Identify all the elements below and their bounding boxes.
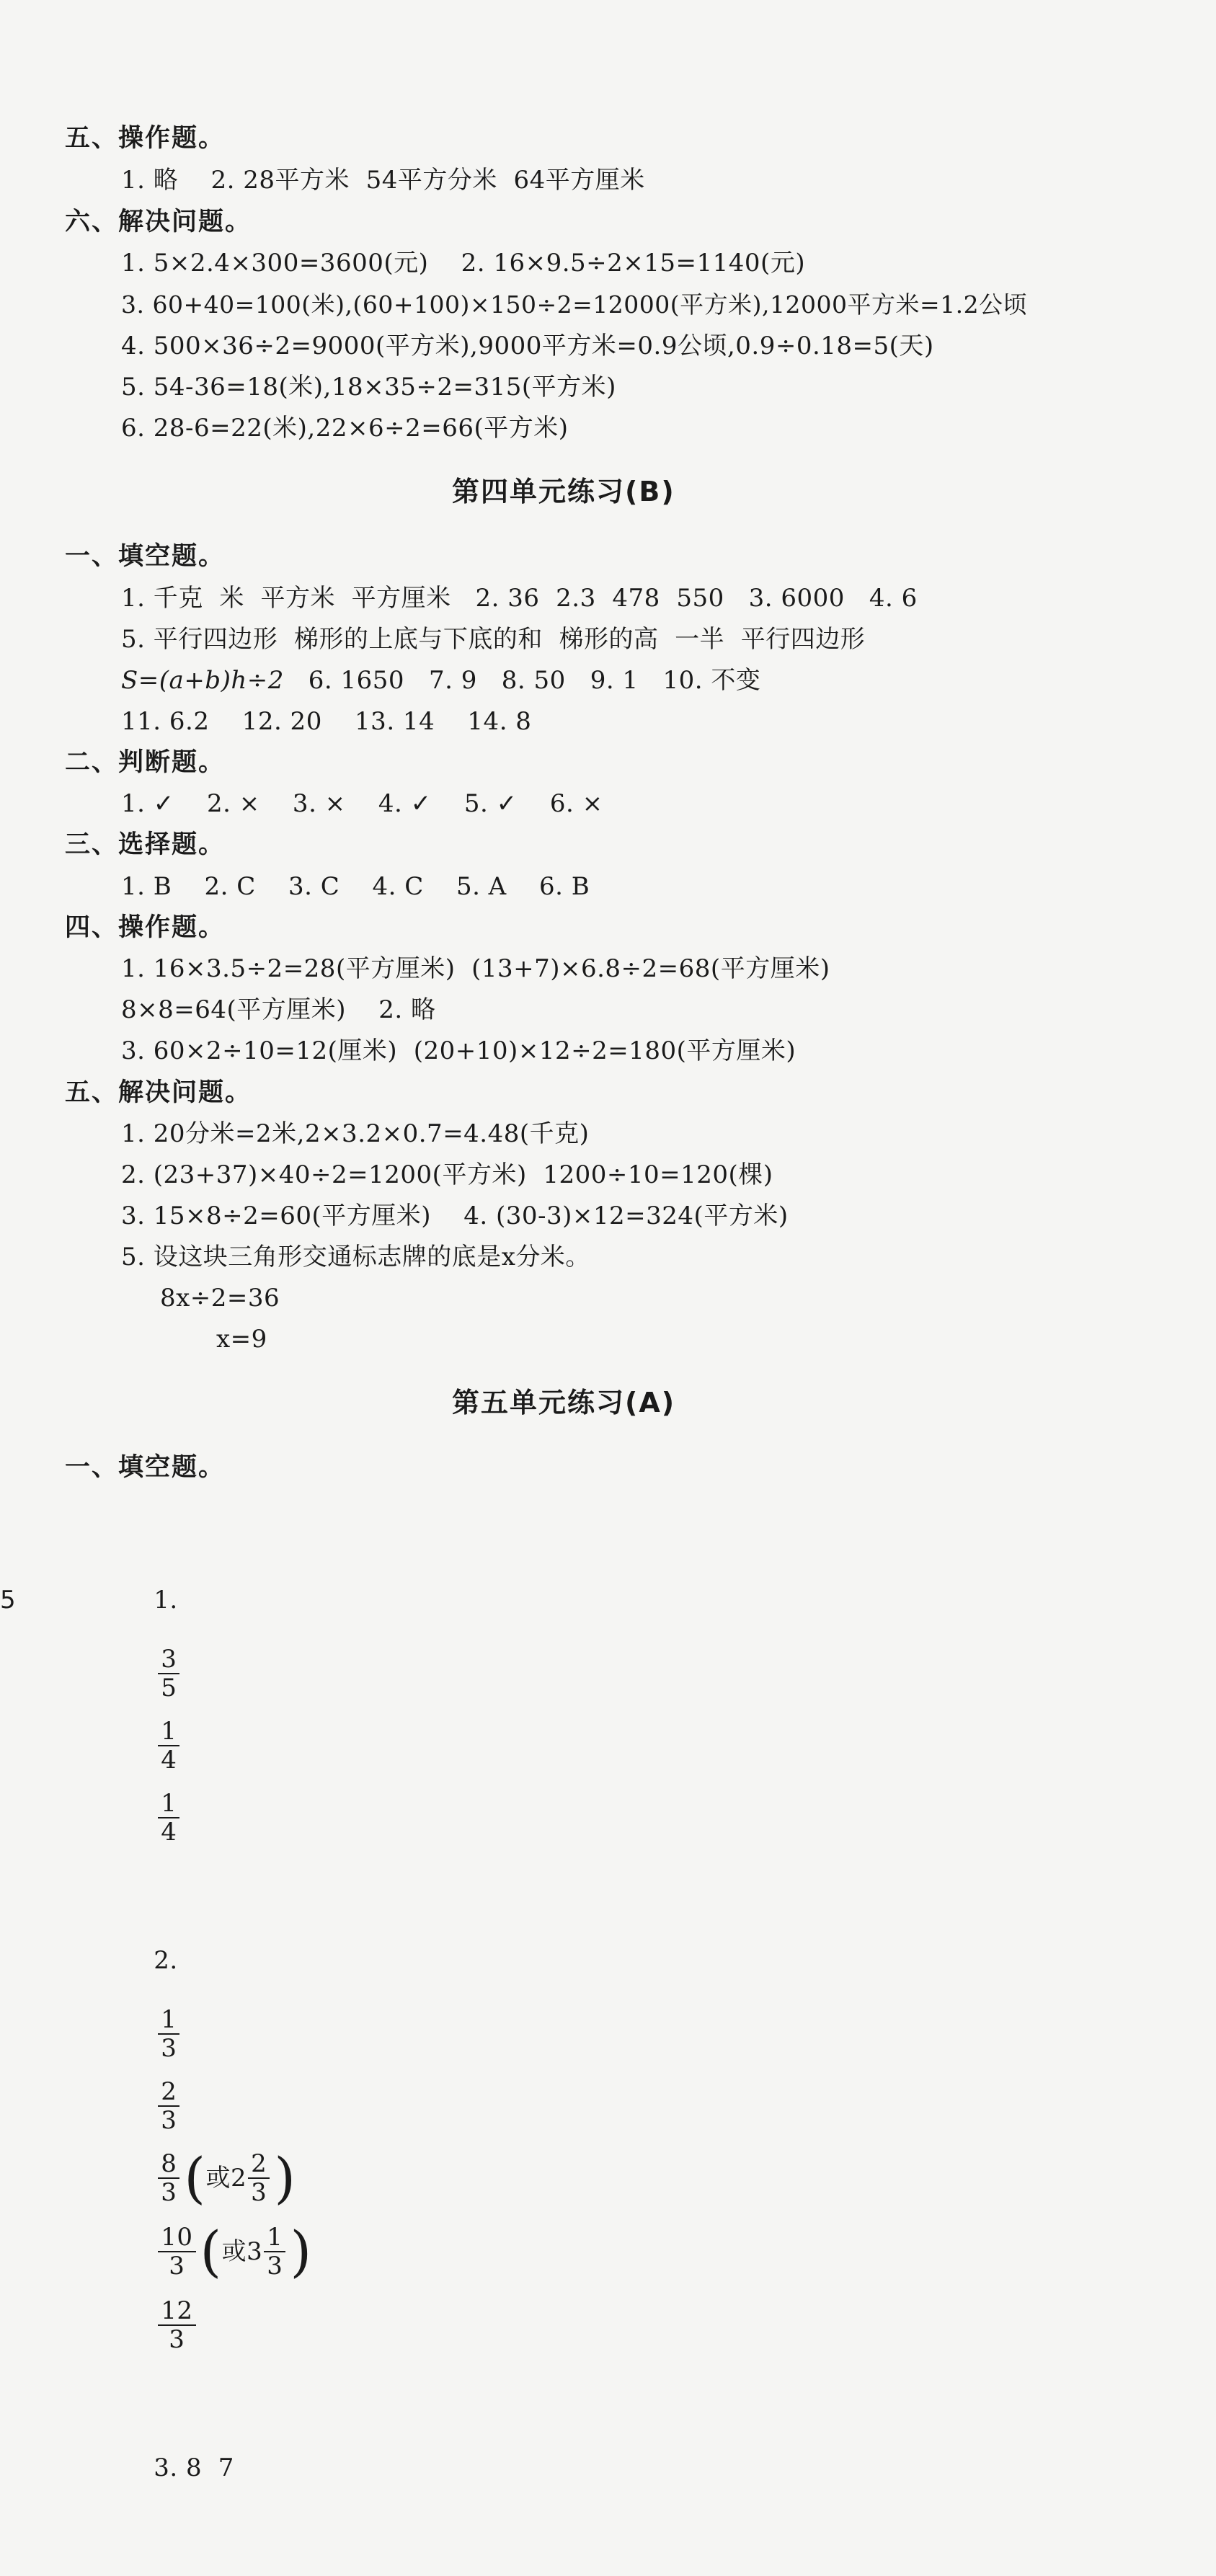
fraction-12-3 [158, 2297, 195, 2353]
fraction-8-3 [158, 2150, 179, 2206]
section-6-line-5: 6. 28-6=22(米),22×6÷2=66(平方米) [121, 414, 569, 443]
denominator: 4 [161, 1746, 177, 1775]
denominator: 4 [161, 1818, 177, 1847]
close-paren: ) [290, 2219, 312, 2283]
unit-4b-section-1-heading: 一、填空题。 [65, 542, 226, 571]
unit-4b-section-5-line-3: 3. 15×8÷2=60(平方厘米) 4. (30-3)×12=324(平方米) [121, 1202, 789, 1230]
numerator: 2 [251, 2149, 267, 2178]
section-5-heading: 五、操作题。 [65, 124, 226, 153]
unit-4b-section-4-line-1: 1. 16×3.5÷2=28(平方厘米) (13+7)×6.8÷2=68(平方厘米) [121, 954, 830, 983]
section-6-line-3: 4. 500×36÷2=9000(平方米),9000平方米=0.9公顷,0.9÷0.18=5(天) [121, 332, 934, 360]
numerator: 2 [161, 2077, 177, 2106]
item-1-label: 1. [154, 1586, 178, 1615]
open-paren: ( [200, 2219, 222, 2283]
unit-4b-title: 第四单元练习(B) [452, 476, 675, 507]
unit-4b-section-4-line-3: 3. 60×2÷10=12(厘米) (20+10)×12÷2=180(平方厘米) [121, 1036, 796, 1065]
denominator: 3 [169, 2325, 185, 2354]
denominator: 3 [251, 2178, 267, 2207]
unit-4b-section-5-line-2: 2. (23+37)×40÷2=1200(平方米) 1200÷10=120(棵) [121, 1160, 773, 1189]
numerator: 1 [161, 2005, 177, 2034]
fraction-2-3-mixed [248, 2150, 270, 2206]
unit-4b-section-2-line-1: 1. ✓ 2. × 3. × 4. ✓ 5. ✓ 6. × [121, 789, 603, 818]
item-3-answer: 3. 8 7 [154, 2453, 234, 2482]
unit-4b-section-1-line-2: 5. 平行四边形 梯形的上底与下底的和 梯形的高 一半 平行四边形 [121, 625, 866, 654]
unit-4b-section-1-line-3 [121, 666, 760, 695]
denominator: 3 [169, 2252, 185, 2280]
unit-4b-section-1-line-4: 11. 6.2 12. 20 13. 14 14. 8 [121, 707, 532, 736]
unit-4b-section-2-heading: 二、判断题。 [65, 748, 226, 777]
fraction-3-5 [158, 1645, 179, 1702]
fraction-1-3 [158, 2006, 179, 2062]
fraction-2-3 [158, 2078, 179, 2134]
alternate-mixed-2 [200, 2216, 312, 2288]
equation-line-2: x=9 [216, 1325, 267, 1354]
or-label: 或3 [221, 2237, 263, 2266]
section-6-line-1: 1. 5×2.4×300=3600(元) 2. 16×9.5÷2×15=1140(元) [121, 249, 806, 277]
unit-4b-section-3-heading: 三、选择题。 [65, 830, 226, 859]
alternate-mixed-1 [184, 2142, 296, 2214]
section-6-line-4: 5. 54-36=18(米),18×35÷2=315(平方米) [121, 373, 616, 401]
denominator: 3 [267, 2252, 283, 2280]
section-5-line-1: 1. 略 2. 28平方米 54平方分米 64平方厘米 [121, 166, 645, 195]
numerator: 1 [161, 1789, 177, 1818]
denominator: 3 [161, 2106, 177, 2135]
numerator: 8 [161, 2149, 177, 2178]
unit-4b-section-4-heading: 四、操作题。 [65, 913, 226, 942]
or-label: 或2 [205, 2164, 247, 2193]
open-paren: ( [184, 2146, 206, 2210]
section-6-line-2: 3. 60+40=100(米),(60+100)×150÷2=12000(平方米),12000平方米=1.2公顷 [121, 290, 1028, 319]
page-number: 5 [0, 1586, 16, 1615]
denominator: 3 [161, 2178, 177, 2207]
denominator: 3 [161, 2034, 177, 2063]
denominator: 5 [161, 1674, 177, 1702]
numerator: 1 [161, 1717, 177, 1746]
equation-line-1: 8x÷2=36 [160, 1284, 280, 1313]
numerator: 1 [267, 2223, 283, 2252]
unit-4b-section-1-line-3-rest: 6. 1650 7. 9 8. 50 9. 1 10. 不变 [283, 666, 761, 695]
unit-5a-title: 第五单元练习(A) [452, 1387, 676, 1418]
fraction-1-3-mixed [264, 2224, 285, 2280]
fraction-1-4-a [158, 1718, 179, 1774]
close-paren: ) [274, 2146, 296, 2210]
unit-5a-section-1-heading: 一、填空题。 [65, 1453, 226, 1482]
fraction-1-4-b [158, 1790, 179, 1846]
unit-4b-section-1-line-1: 1. 千克 米 平方米 平方厘米 2. 36 2.3 478 550 3. 6000 4. 6 [121, 584, 918, 613]
section-6-heading: 六、解决问题。 [65, 208, 252, 236]
unit-4b-section-3-line-1: 1. B 2. C 3. C 4. C 5. A 6. B [121, 872, 590, 901]
unit-4b-section-5-heading: 五、解决问题。 [65, 1078, 252, 1107]
unit-5a-fraction-line [121, 1492, 328, 2576]
unit-4b-section-4-line-2: 8×8=64(平方厘米) 2. 略 [121, 995, 436, 1024]
item-2-label: 2. [154, 1946, 178, 1975]
numerator: 12 [161, 2296, 193, 2325]
unit-4b-section-5-line-1: 1. 20分米=2米,2×3.2×0.7=4.48(千克) [121, 1119, 590, 1148]
numerator: 3 [161, 1645, 177, 1674]
fraction-10-3 [158, 2224, 195, 2280]
trapezoid-area-formula: S=(a+b)h÷2 [121, 666, 284, 695]
unit-4b-section-5-line-4: 5. 设这块三角形交通标志牌的底是x分米。 [121, 1243, 590, 1271]
numerator: 10 [161, 2223, 193, 2252]
